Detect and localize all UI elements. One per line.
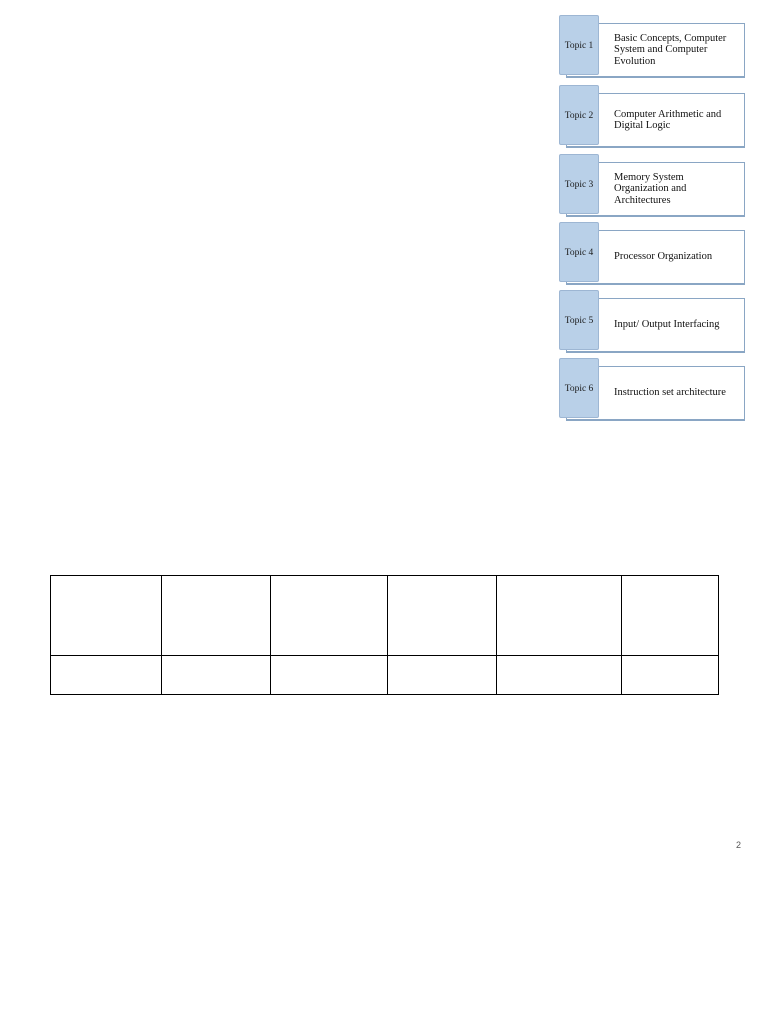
table-cell — [388, 656, 497, 695]
table-cell — [271, 656, 388, 695]
topic-title: Computer Arithmetic and Digital Logic — [614, 108, 722, 131]
table-row — [51, 656, 719, 695]
table-cell — [162, 576, 271, 656]
table-cell — [51, 576, 162, 656]
topic-title: Input/ Output Interfacing — [614, 319, 720, 331]
topic-tab — [559, 15, 599, 75]
topic-item-2 — [556, 84, 748, 146]
topic-item-4 — [556, 221, 748, 283]
page-number: 2 — [736, 840, 742, 850]
topic-tab — [559, 154, 599, 214]
topic-tab — [559, 222, 599, 282]
topic-item-5 — [556, 289, 748, 351]
topic-tab-label: Topic 5 — [564, 316, 594, 326]
table-cell — [497, 576, 622, 656]
table-cell — [51, 656, 162, 695]
topic-tab-label: Topic 6 — [564, 384, 594, 394]
topic-item-6 — [556, 357, 748, 419]
topic-title: Processor Organization — [614, 251, 713, 263]
table-cell — [162, 656, 271, 695]
topic-item-1 — [556, 14, 748, 76]
table-cell — [622, 576, 719, 656]
topic-item-3 — [556, 153, 748, 215]
topic-tab — [559, 290, 599, 350]
topic-tab-label: Topic 1 — [564, 41, 594, 51]
table-cell — [388, 576, 497, 656]
topic-tab — [559, 85, 599, 145]
table-cell — [271, 576, 388, 656]
topic-tab-label: Topic 3 — [564, 180, 594, 190]
table-cell — [622, 656, 719, 695]
topic-list — [556, 14, 748, 424]
topic-title: Basic Concepts, Computer System and Computer Evolution — [614, 32, 727, 67]
topic-title: Instruction set architecture — [614, 387, 726, 399]
topic-tab — [559, 358, 599, 418]
topic-title: Memory System Organization and Architectures — [614, 171, 687, 206]
table-row — [51, 576, 719, 656]
topic-tab-label: Topic 4 — [564, 248, 594, 258]
table-cell — [497, 656, 622, 695]
empty-table — [50, 575, 719, 695]
topic-tab-label: Topic 2 — [564, 111, 594, 121]
